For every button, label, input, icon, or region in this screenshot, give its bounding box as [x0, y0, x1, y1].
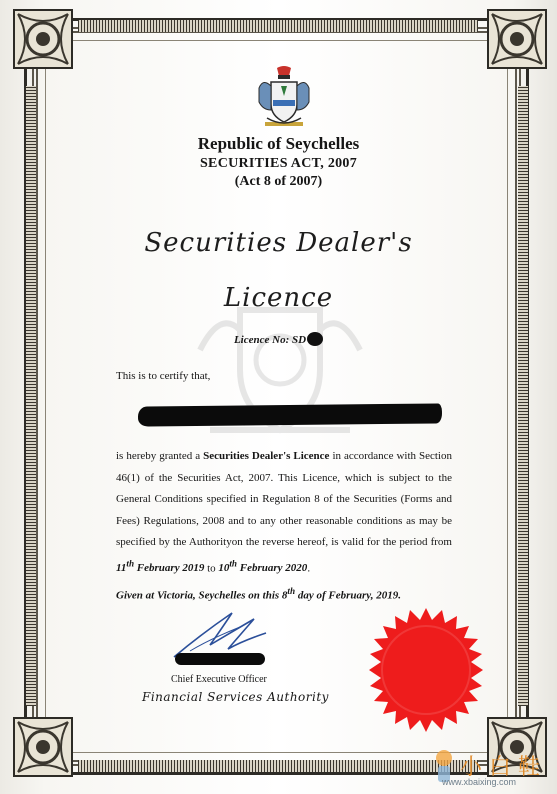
coat-of-arms-icon	[255, 66, 313, 130]
issue-statement-prefix: Given at Victoria, Seychelles on this 8	[116, 589, 288, 602]
licence-body	[116, 446, 452, 580]
redacted-licensee-name	[138, 403, 442, 426]
ornament-corner-icon	[486, 8, 548, 70]
certificate-title-line2: Licence	[223, 283, 334, 313]
valid-to-day: 10	[218, 562, 230, 575]
valid-from-suffix: th	[126, 558, 135, 569]
issuing-authority: Financial Services Authority	[142, 690, 329, 704]
body-text-part: is hereby granted a	[116, 450, 204, 462]
licence-term: Securities Dealer's Licence	[203, 450, 330, 462]
redaction-mark	[307, 332, 323, 346]
body-text-part: to	[204, 562, 219, 575]
valid-from-date: February 2019	[134, 562, 205, 575]
licence-number	[0, 332, 557, 346]
act-number: (Act 8 of 2007)	[234, 174, 323, 189]
issue-day-suffix: th	[287, 586, 296, 596]
ornament-corner-icon	[12, 716, 74, 778]
issue-statement-suffix: day of February, 2019.	[295, 589, 401, 602]
body-text-part: in accordance with Section 46(1) of the Securities Act, 2007. This Licence, which is subject to the General Conditions specified in Regulation 8 of the Securities (Forms and Fees) Regulations, 2008 and to any other reasonable conditions as may be specified by the Authorityon the reverse hereof, is valid for the period from	[116, 450, 452, 548]
signatory-title: Chief Executive Officer	[171, 674, 267, 685]
certify-statement: This is to certify that,	[116, 370, 211, 382]
site-watermark-url: www.xbaixing.com	[442, 777, 517, 787]
valid-to-suffix: th	[229, 558, 238, 569]
body-text-part: .	[307, 562, 311, 575]
top-border-band	[78, 20, 478, 32]
issue-statement	[116, 586, 401, 602]
site-watermark-chars: 小 白 鞋	[460, 755, 540, 780]
red-seal-icon	[362, 606, 490, 734]
certificate-title-line1: Securities Dealer's	[144, 228, 413, 258]
act-heading: SECURITIES ACT, 2007	[199, 156, 358, 171]
valid-to-date: February 2020	[237, 562, 308, 575]
republic-heading: Republic of Seychelles	[197, 134, 360, 153]
bottom-border-band	[78, 760, 478, 772]
valid-from-day: 11	[116, 562, 127, 575]
ornament-corner-icon	[12, 8, 74, 70]
redacted-signatory-name	[175, 653, 265, 665]
licence-number-label: Licence No: SD	[233, 334, 307, 346]
